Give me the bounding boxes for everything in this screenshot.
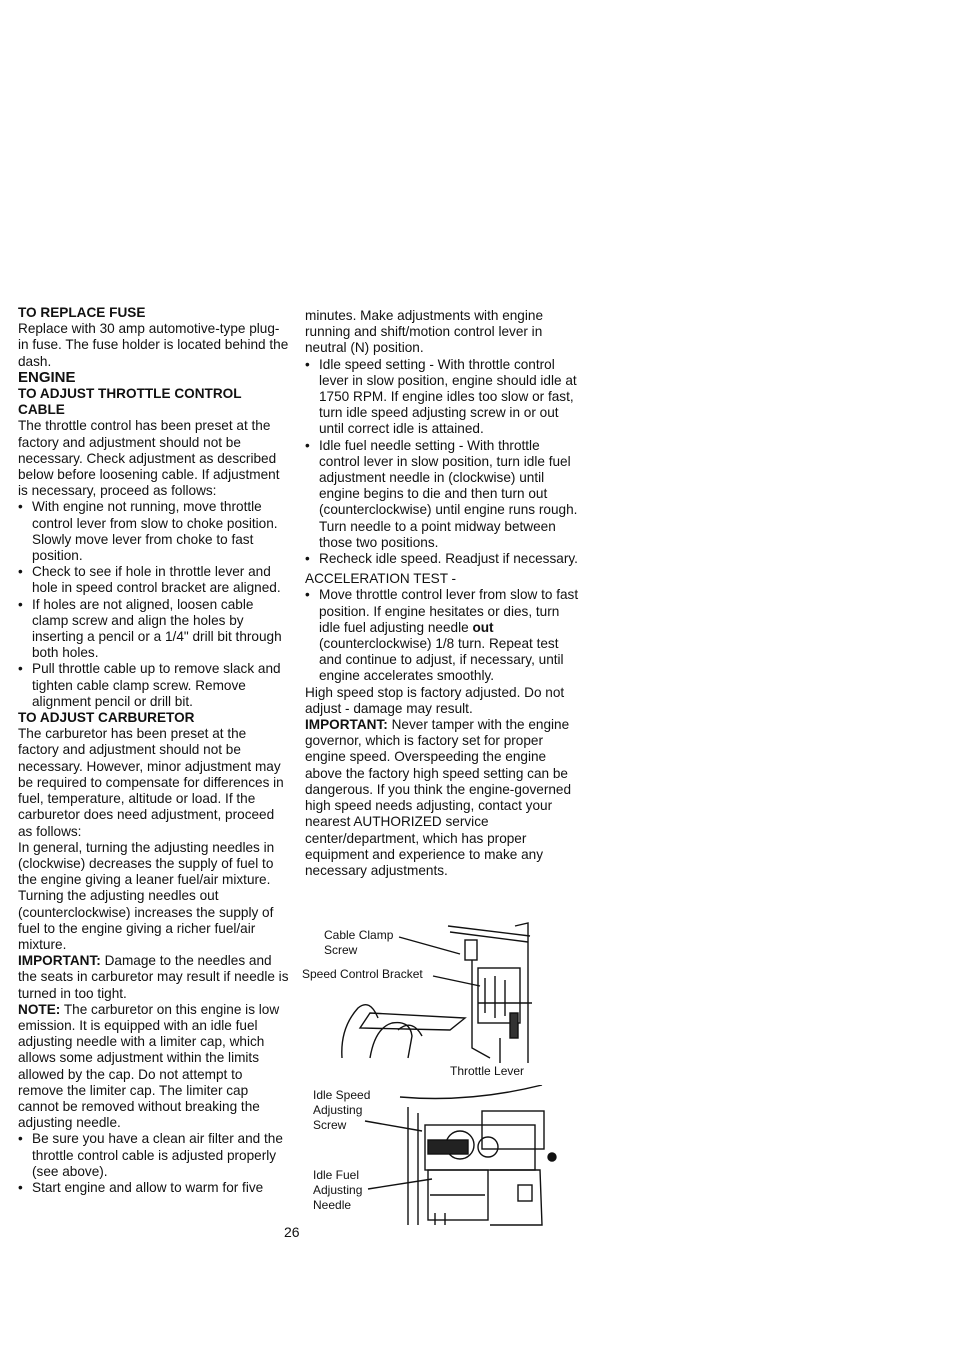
throttle-steps [18, 499, 290, 710]
note-label: NOTE: [18, 1001, 61, 1017]
left-column [18, 305, 290, 1196]
carburetor-steps [18, 1131, 290, 1196]
idle-speed-screw-label: Idle Speed Adjusting Screw [313, 1088, 371, 1132]
throttle-lever-label: Throttle Lever [450, 1064, 525, 1078]
list-item: • Check to see if hole in throttle lever and hole in speed control bracket are aligned. [18, 564, 290, 596]
fuse-text: Replace with 30 amp automotive-type plug-in fuse. The fuse holder is located behind the dash. [18, 321, 289, 369]
continued-text: minutes. Make adjustments with engine running and shift/motion control lever in neutral (N) position. [305, 308, 544, 356]
list-item: • Idle fuel needle setting - With throttle control lever in slow position, turn idle fuel adjustment needle in (clockwise) until engine begins to die and then turn out (counterclockwise) until engine runs rough. Turn needle to a point midway between those two positions. [305, 438, 581, 551]
important-text: Never tamper with the engine governor, which is factory set for proper engine speed. Overspeeding the engine above the factory high speed setting can be dangerous. If you think the engine-governed high speed needs adjusting, contact your nearest AUTHORIZED service center/department, which has proper equipment and experience to make any necessary adjustments. [305, 717, 572, 878]
idle-steps [305, 357, 581, 568]
carburetor-heading: TO ADJUST CARBURETOR [18, 710, 195, 726]
throttle-text: The throttle control has been preset at the factory and adjustment should not be necessary. Check adjustment as described below before loosening cable. If adjustment is necessary, proceed as follows: [18, 418, 280, 499]
list-item: • Be sure you have a clean air filter and the throttle control cable is adjusted properly (see above). [18, 1131, 290, 1180]
note-text: The carburetor on this engine is low emission. It is equipped with an idle fuel adjusting needle with a limiter cap, which allows some adjustment within the limits allowed by the cap. Do not attempt to remove the limiter cap. The limiter cap cannot be removed without breaking the adjusting needle. [18, 1001, 280, 1131]
carburetor-text-2: In general, turning the adjusting needles in (clockwise) decreases the supply of fuel to the engine giving a leaner fuel/air mixture. Turning the adjusting needles out (counterclockwise) increases the supply of fuel to the engine giving a richer fuel/air mixture. [18, 839, 275, 952]
throttle-cable-figure [300, 918, 540, 1083]
list-item: • Move throttle control lever from slow to fast position. If engine hesitates or dies, turn idle fuel adjusting needle out (counterclockwise) 1/8 turn. Repeat test and continue to adjust, if necessary, until engine accelerates smoothly. [305, 587, 581, 684]
list-item: • Start engine and allow to warm for five [18, 1180, 290, 1196]
throttle-heading: TO ADJUST THROTTLE CONTROL CABLE [18, 386, 242, 418]
fuse-heading: TO REPLACE FUSE [18, 305, 146, 320]
important-text: Damage to the needles and the seats in carburetor may result if needle is turned in too tight. [18, 953, 289, 1001]
list-item: • Pull throttle cable up to remove slack and tighten cable clamp screw. Remove alignment pencil or drill bit. [18, 661, 290, 710]
high-speed-text: High speed stop is factory adjusted. Do not adjust - damage may result. [305, 684, 565, 716]
important-note [18, 953, 290, 1002]
right-column [305, 308, 581, 879]
important-governor-note [305, 717, 581, 879]
page-number: 26 [284, 1224, 300, 1240]
speed-bracket-label: Speed Control Bracket [302, 967, 423, 981]
engine-heading: ENGINE [18, 368, 76, 386]
carburetor-figure [310, 1085, 560, 1230]
important-label: IMPORTANT: [305, 717, 388, 733]
acceleration-steps [305, 587, 581, 684]
list-item: • Idle speed setting - With throttle control lever in slow position, engine should idle at 1750 RPM. If engine idles too slow or fast, turn idle speed adjusting screw in or out until correct idle is attained. [305, 357, 581, 438]
emission-note [18, 1002, 290, 1132]
acceleration-heading: ACCELERATION TEST - [305, 571, 457, 587]
list-item: • With engine not running, move throttle control lever from slow to choke position. Slowly move lever from choke to fast position. [18, 499, 290, 564]
list-item: • If holes are not aligned, loosen cable clamp screw and align the holes by inserting a pencil or a 1/4" drill bit through both holes. [18, 597, 290, 662]
important-label: IMPORTANT: [18, 953, 101, 969]
carburetor-text-1: The carburetor has been preset at the factory and adjustment should not be necessary. However, minor adjustment may be required to compensate for differences in fuel, temperature, altitude or load. If the carburetor does need adjustment, proceed as follows: [18, 726, 284, 839]
cable-clamp-label: Cable Clamp Screw [324, 928, 394, 957]
list-item: • Recheck idle speed. Readjust if necessary. [305, 551, 581, 567]
idle-fuel-needle-label: Idle Fuel Adjusting Needle [313, 1168, 363, 1212]
